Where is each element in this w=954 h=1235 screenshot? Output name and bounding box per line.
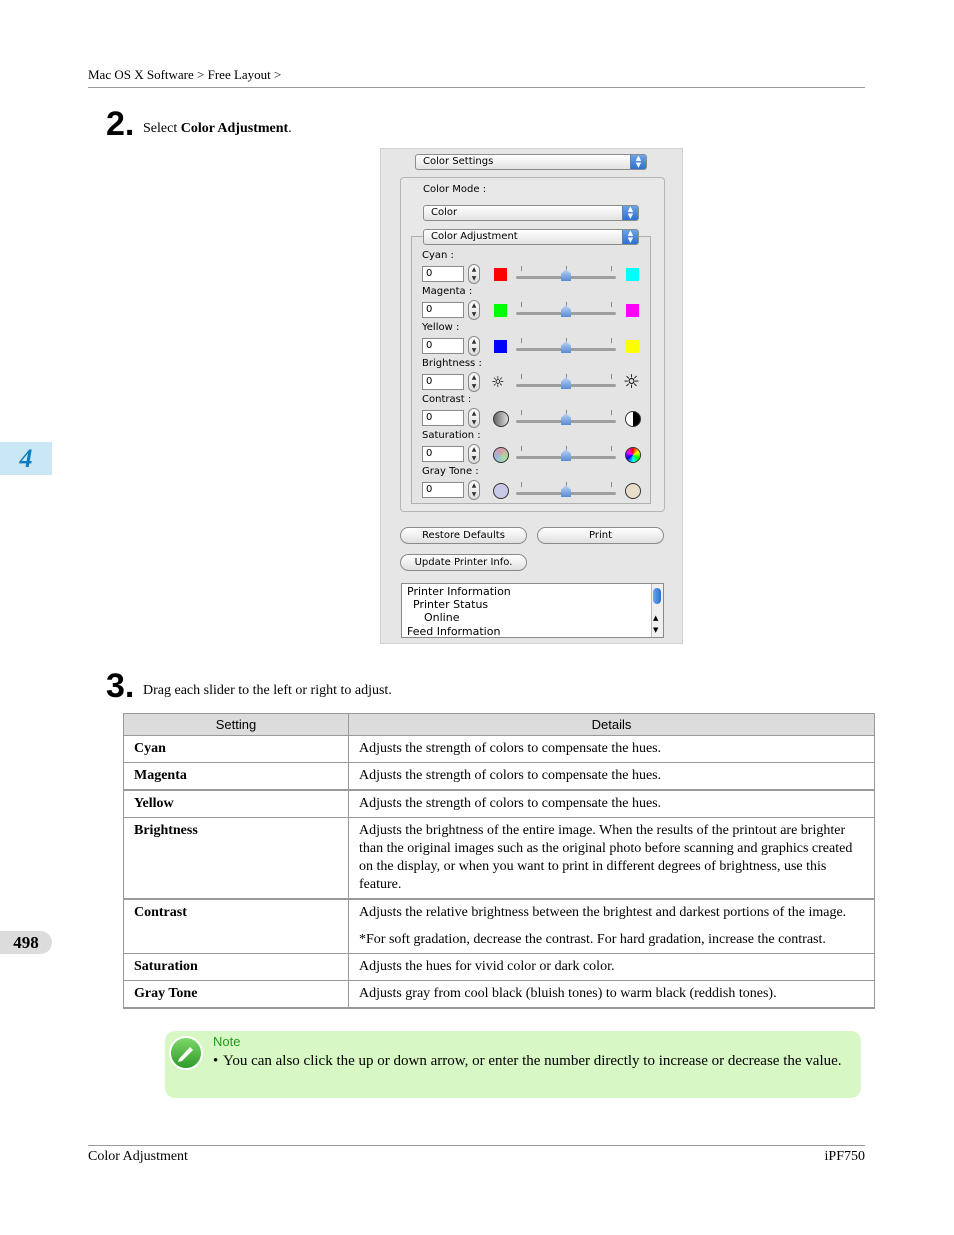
slider-tick xyxy=(611,482,612,487)
list-item: Printer Status xyxy=(413,598,489,611)
step-text: Drag each slider to the left or right to adjust. xyxy=(143,683,392,698)
table-row: Saturation Adjusts the hues for vivid color or dark color. xyxy=(124,954,875,981)
slider-tick xyxy=(611,374,612,379)
color-adjustment-popup[interactable]: Color Adjustment ▲ ▼ xyxy=(423,229,639,245)
high-contrast-icon xyxy=(625,411,641,427)
slider-label: Brightness : xyxy=(422,358,482,369)
slider-tick xyxy=(521,410,522,415)
value-stepper[interactable]: ▲ ▼ xyxy=(468,480,480,500)
step-number: 2. xyxy=(106,105,135,143)
sun-dim-icon: ☼ xyxy=(491,373,505,391)
color-swatch-icon xyxy=(626,268,639,281)
table-row: Contrast Adjusts the relative brightness between the brightest and darkest portions of the image. *For soft gradation, decrease the contrast. For hard gradation, increase the contrast. xyxy=(124,899,875,954)
slider-tick xyxy=(521,482,522,487)
slider-tick xyxy=(521,374,522,379)
sun-bright-icon: ☼ xyxy=(623,371,641,393)
value-stepper[interactable]: ▲ ▼ xyxy=(468,372,480,392)
low-contrast-icon xyxy=(493,411,509,427)
high-saturation-icon xyxy=(625,447,641,463)
slider-tick xyxy=(611,446,612,451)
table-row: Cyan Adjusts the strength of colors to compensate the hues. xyxy=(124,736,875,763)
scroll-down-icon[interactable]: ▼ xyxy=(653,626,659,634)
value-stepper[interactable]: ▲ ▼ xyxy=(468,408,480,428)
value-stepper[interactable]: ▲ ▼ xyxy=(468,300,480,320)
update-printer-info-button[interactable]: Update Printer Info. xyxy=(400,554,527,571)
low-saturation-icon xyxy=(493,447,509,463)
list-item: Printer Information xyxy=(407,585,511,598)
header-rule xyxy=(88,87,865,88)
slider-tick xyxy=(611,266,612,271)
page-number: 498 xyxy=(0,931,52,954)
value-field[interactable]: 0 xyxy=(422,410,464,426)
step-text: Select Color Adjustment. xyxy=(143,121,292,136)
color-mode-popup[interactable]: Color ▲ ▼ xyxy=(423,205,639,221)
slider-tick xyxy=(611,338,612,343)
restore-defaults-button[interactable]: Restore Defaults xyxy=(400,527,527,544)
scroll-up-icon[interactable]: ▲ xyxy=(653,614,659,622)
value-stepper[interactable]: ▲ ▼ xyxy=(468,444,480,464)
value-field[interactable]: 0 xyxy=(422,338,464,354)
warm-tone-icon xyxy=(625,483,641,499)
slider-label: Contrast : xyxy=(422,394,472,405)
slider-label: Cyan : xyxy=(422,250,454,261)
list-item: Feed Information xyxy=(407,625,501,638)
color-swatch-icon xyxy=(494,340,507,353)
value-field[interactable]: 0 xyxy=(422,374,464,390)
slider-tick xyxy=(521,338,522,343)
step-number: 3. xyxy=(106,667,135,705)
footer-rule xyxy=(88,1145,865,1146)
slider-tick xyxy=(611,302,612,307)
popup-arrows-icon: ▲ ▼ xyxy=(630,155,646,169)
printer-info-list[interactable] xyxy=(401,583,664,638)
value-field[interactable]: 0 xyxy=(422,446,464,462)
slider-label: Magenta : xyxy=(422,286,473,297)
settings-table xyxy=(123,713,875,1009)
value-field[interactable]: 0 xyxy=(422,482,464,498)
table-row: Yellow Adjusts the strength of colors to compensate the hues. xyxy=(124,790,875,818)
pencil-icon xyxy=(169,1036,203,1070)
value-stepper[interactable]: ▲ ▼ xyxy=(468,336,480,356)
chapter-tab: 4 xyxy=(0,442,52,475)
value-stepper[interactable]: ▲ ▼ xyxy=(468,264,480,284)
footer-model: iPF750 xyxy=(824,1149,865,1164)
print-button[interactable]: Print xyxy=(537,527,664,544)
slider-tick xyxy=(611,410,612,415)
value-field[interactable]: 0 xyxy=(422,266,464,282)
table-row: Brightness Adjusts the brightness of the entire image. When the results of the printout are brighter than the original images such as the original photo before scanning and graphics created on the display, or when you want to print in different degrees of brightness, use this feature. xyxy=(124,818,875,900)
slider-label: Gray Tone : xyxy=(422,466,479,477)
note-text: • You can also click the up or down arrow, or enter the number directly to increase or decrease the value. xyxy=(213,1053,842,1069)
list-scrollbar[interactable] xyxy=(651,584,663,637)
scroll-thumb[interactable] xyxy=(653,588,661,604)
table-row: Magenta Adjusts the strength of colors to compensate the hues. xyxy=(124,763,875,791)
color-swatch-icon xyxy=(494,304,507,317)
slider-tick xyxy=(521,266,522,271)
popup-arrows-icon: ▲ ▼ xyxy=(622,206,638,220)
table-header: Details xyxy=(349,714,875,736)
list-item: Online xyxy=(424,611,460,624)
color-swatch-icon xyxy=(626,304,639,317)
breadcrumb: Mac OS X Software > Free Layout > xyxy=(88,67,282,82)
color-settings-panel xyxy=(380,148,683,644)
note-title: Note xyxy=(213,1034,241,1049)
slider-label: Saturation : xyxy=(422,430,481,441)
slider-tick xyxy=(521,446,522,451)
table-header: Setting xyxy=(124,714,349,736)
footer-section: Color Adjustment xyxy=(88,1149,188,1164)
color-swatch-icon xyxy=(626,340,639,353)
table-row: Gray Tone Adjusts gray from cool black (bluish tones) to warm black (reddish tones). xyxy=(124,981,875,1009)
slider-tick xyxy=(521,302,522,307)
cool-tone-icon xyxy=(493,483,509,499)
settings-popup[interactable]: Color Settings ▲ ▼ xyxy=(415,154,647,170)
value-field[interactable]: 0 xyxy=(422,302,464,318)
popup-arrows-icon: ▲ ▼ xyxy=(622,230,638,244)
color-swatch-icon xyxy=(494,268,507,281)
color-mode-label: Color Mode : xyxy=(423,184,487,195)
slider-label: Yellow : xyxy=(422,322,460,333)
